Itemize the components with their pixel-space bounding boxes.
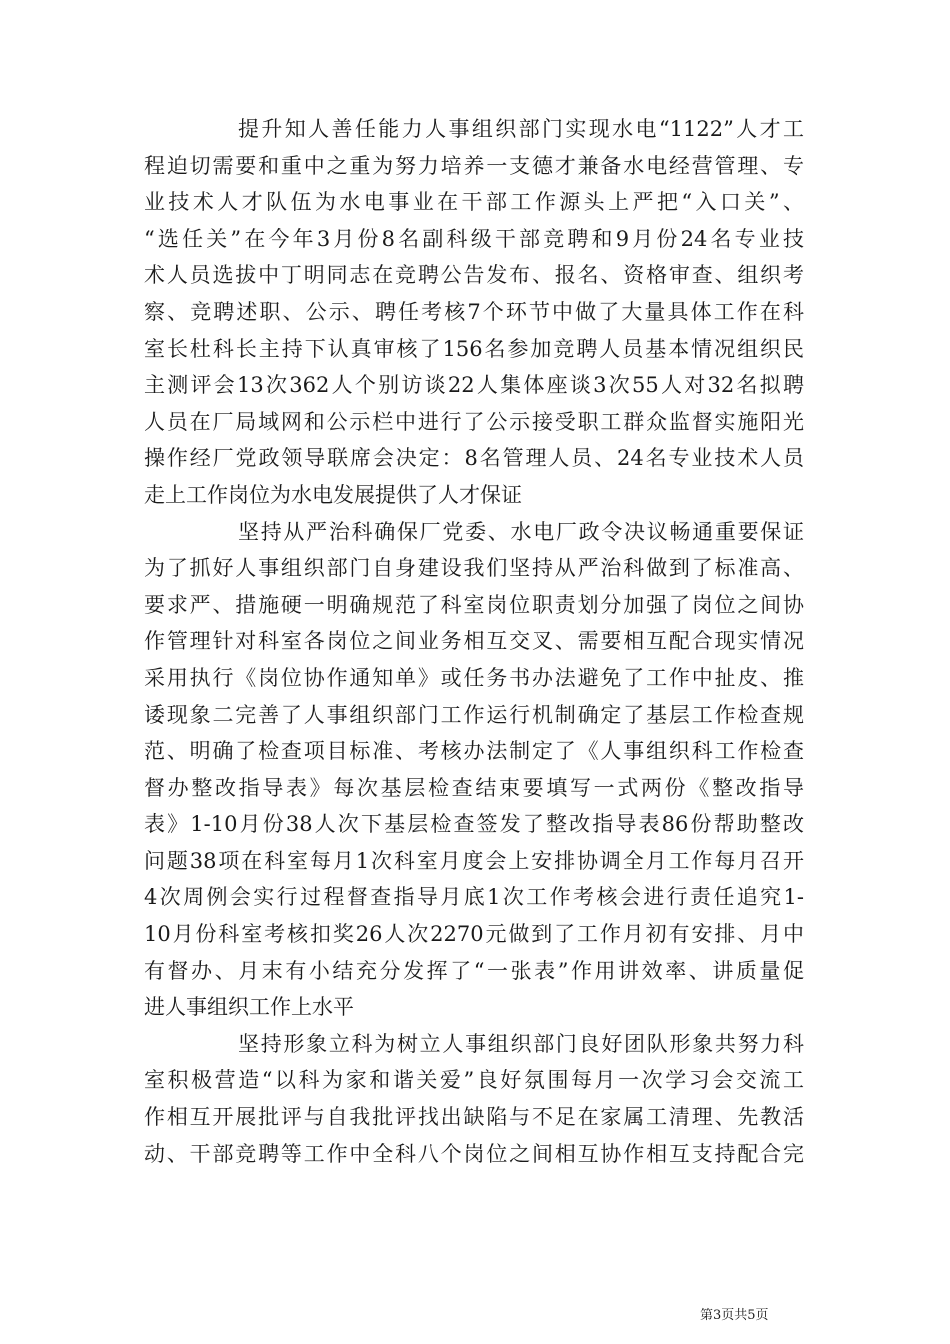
- text-line: 范、明确了检查项目标准、考核办法制定了《人事组织科工作检查: [144, 739, 804, 764]
- text-line: 察、竞聘述职、公示、聘任考核7个环节中做了大量具体工作在科: [144, 299, 804, 324]
- text-line: 作相互开展批评与自我批评找出缺陷与不足在家属工清理、先教活: [144, 1105, 804, 1130]
- text-line: 室长杜科长主持下认真审核了156名参加竞聘人员基本情况组织民: [144, 336, 804, 361]
- text-line: 采用执行《岗位协作通知单》或任务书办法避免了工作中扯皮、推: [144, 665, 804, 690]
- text-line: 室积极营造“以科为家和谐关爱”良好氛围每月一次学习会交流工: [144, 1068, 804, 1093]
- text-line: 坚持从严治科确保厂党委、水电厂政令决议畅通重要保证: [238, 519, 804, 544]
- text-line: 业技术人才队伍为水电事业在干部工作源头上严把“入口关”、: [144, 190, 804, 215]
- text-line: 进人事组织工作上水平: [144, 995, 354, 1020]
- text-line: 10月份科室考核扣奖26人次2270元做到了工作月初有安排、月中: [144, 922, 804, 947]
- paragraph-discipline: [144, 514, 804, 1026]
- text-line: 走上工作岗位为水电发展提供了人才保证: [144, 482, 522, 507]
- text-line: 提升知人善任能力人事组织部门实现水电“1122”人才工: [238, 117, 804, 141]
- text-line: 督办整改指导表》每次基层检查结束要填写一式两份《整改指导: [144, 775, 804, 800]
- text-line: 诿现象二完善了人事组织部门工作运行机制确定了基层工作检查规: [144, 702, 804, 727]
- paragraph-talent: [144, 111, 804, 514]
- text-line: 程迫切需要和重中之重为努力培养一支德才兼备水电经营管理、专: [144, 153, 804, 178]
- page-number-footer: [700, 1304, 820, 1323]
- paragraph-image: [144, 1026, 804, 1172]
- text-line: 坚持形象立科为树立人事组织部门良好团队形象共努力科: [238, 1031, 804, 1056]
- text-line: 主测评会13次362人个别访谈22人集体座谈3次55人对32名拟聘: [144, 373, 804, 398]
- body-text: [144, 111, 804, 1172]
- text-line: 作管理针对科室各岗位之间业务相互交叉、需要相互配合现实情况: [144, 629, 804, 654]
- text-line: 表》1-10月份38人次下基层检查签发了整改指导表86份帮助整改: [144, 812, 804, 837]
- text-line: “选任关”在今年3月份8名副科级干部竞聘和9月份24名专业技: [144, 226, 804, 251]
- text-line: 操作经厂党政领导联席会决定：8名管理人员、24名专业技术人员: [144, 446, 804, 471]
- text-line: 4次周例会实行过程督查指导月底1次工作考核会进行责任追究1-: [144, 885, 804, 910]
- text-line: 问题38项在科室每月1次科室月度会上安排协调全月工作每月召开: [144, 848, 804, 873]
- text-line: 为了抓好人事组织部门自身建设我们坚持从严治科做到了标准高、: [144, 556, 804, 581]
- text-line: 动、干部竞聘等工作中全科八个岗位之间相互协作相互支持配合完: [144, 1141, 804, 1166]
- text-line: 人员在厂局域网和公示栏中进行了公示接受职工群众监督实施阳光: [144, 409, 804, 434]
- text-line: 要求严、措施硬一明确规范了科室岗位职责划分加强了岗位之间协: [144, 592, 804, 617]
- page-number-text: 第3页共5页: [700, 1308, 769, 1323]
- text-line: 术人员选拔中丁明同志在竞聘公告发布、报名、资格审查、组织考: [144, 263, 804, 288]
- text-line: 有督办、月末有小结充分发挥了“一张表”作用讲效率、讲质量促: [144, 958, 804, 983]
